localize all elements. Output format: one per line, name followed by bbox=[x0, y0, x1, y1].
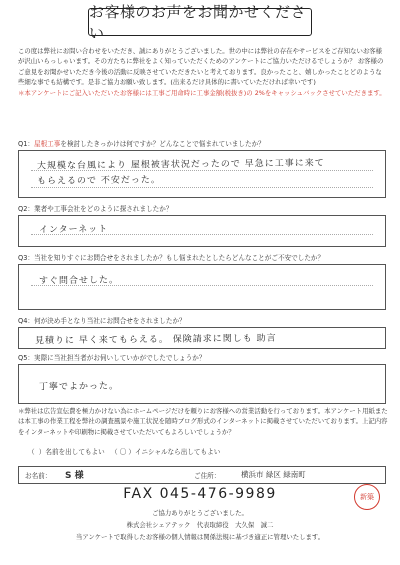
cashback-notice: ＊本アンケートにご記入いただいたお客様には工事ご用命時に工事金額(税抜き)の 2%をキャッシュバックさせていただきます。 bbox=[18, 88, 386, 97]
intro-text bbox=[18, 46, 386, 98]
q2-prefix: Q2： bbox=[18, 205, 34, 213]
q2-text: 業者や工事会社をどのように探されましたか？ bbox=[33, 205, 173, 213]
answer-box-1 bbox=[18, 150, 386, 198]
answer-box-2 bbox=[18, 215, 386, 247]
answer-box-3 bbox=[18, 264, 386, 310]
fax-number: FAX 045-476-9989 bbox=[123, 486, 277, 502]
q1-prefix: Q1： bbox=[18, 140, 34, 148]
question-4 bbox=[18, 317, 186, 326]
name-value: S 様 bbox=[65, 471, 84, 481]
name-label: お名前： bbox=[25, 472, 52, 480]
question-1 bbox=[18, 140, 265, 149]
question-3 bbox=[18, 254, 324, 263]
q4-prefix: Q4： bbox=[18, 317, 34, 325]
q4-text: 何が決め手となり当社にお問合せをされましたか？ bbox=[33, 317, 186, 325]
publication-note: ＊弊社は広告宣伝費を極力かけない為にホームページだけを頼りにお客様への営業活動を行っております。本アンケート用紙または本工事の作業工程を弊社の調査風景や施工状況を随時ブログ形式のインターネットに掲載させていただいております。上記内容をインターネットや印刷物に掲載させていただいてもよろしいでしょうか？ bbox=[18, 407, 388, 436]
page-title: お客様のお声をお聞かせください bbox=[88, 8, 312, 36]
q3-prefix: Q3： bbox=[18, 254, 34, 262]
answer-box-4 bbox=[18, 327, 386, 349]
answer-1-line-2: もらえるので 不安だった。 bbox=[36, 175, 161, 187]
answer-box-5 bbox=[18, 364, 386, 404]
q1-text: を検討したきっかけは何ですか？どんなことで悩まれていましたか？ bbox=[60, 140, 265, 148]
answer-4-line-1: 見積りに 早く来てもらえる。 保険請求に関しも 助言 bbox=[34, 333, 277, 347]
intro-paragraph: この度は弊社にお問い合わせをいただき、誠にありがとうございました。世の中には弊社の存在やサービスをご存知ないお客様が沢山いらっしゃいます。その方たちに弊社をよく知っていただくためのアンケートにご協力いただけるでしょうか？ お客様のご意見をお聞かせいただき今後の活動に反映させていただきたいと考えております。良かったこと、嬉しかったことどのような些細な事でも結構です。是非ご協力お願い致します。(出来るだけ具体的に書いていただければ幸いです) bbox=[18, 47, 384, 87]
address-value: 横浜市 緑区 緑南町 bbox=[241, 470, 306, 479]
q5-prefix: Q5： bbox=[18, 354, 34, 362]
thanks-text: ご協力ありがとうございました。 bbox=[152, 509, 248, 517]
q5-text: 実際に当社担当者がお伺いしていかがでしたでしょうか？ bbox=[33, 354, 206, 362]
question-5 bbox=[18, 354, 205, 363]
answer-5-line-1: 丁寧でよかった。 bbox=[38, 381, 120, 393]
answer-2-line-1: インターネット bbox=[38, 224, 109, 236]
name-address-box bbox=[18, 466, 386, 484]
question-2 bbox=[18, 205, 172, 214]
privacy-notice: 当アンケートで取得したお客様の個人情報は関係法規に基づき適正に管理いたします。 bbox=[75, 533, 325, 541]
publication-options: （ ）名前を出してもよい （ 〇 ）イニシャルなら出してもよい bbox=[28, 448, 221, 456]
q1-highlight: 屋根工事 bbox=[33, 140, 61, 148]
answer-1-line-1: 大規模な台風により 屋根被害状況だったので 早急に工事に来て bbox=[36, 158, 325, 172]
q3-text: 当社を知りすぐにお問合せをされましたか？もし悩まれたとしたらどんなことがご不安でしたか？ bbox=[33, 254, 325, 262]
answer-3-line-1: すぐ問合せした。 bbox=[38, 275, 120, 287]
stamp-seal: 新築 bbox=[354, 484, 380, 510]
company-signature: 株式会社シェアテック 代表取締役 大久保 誠二 bbox=[126, 521, 274, 529]
address-label: ご住所： bbox=[194, 472, 221, 480]
